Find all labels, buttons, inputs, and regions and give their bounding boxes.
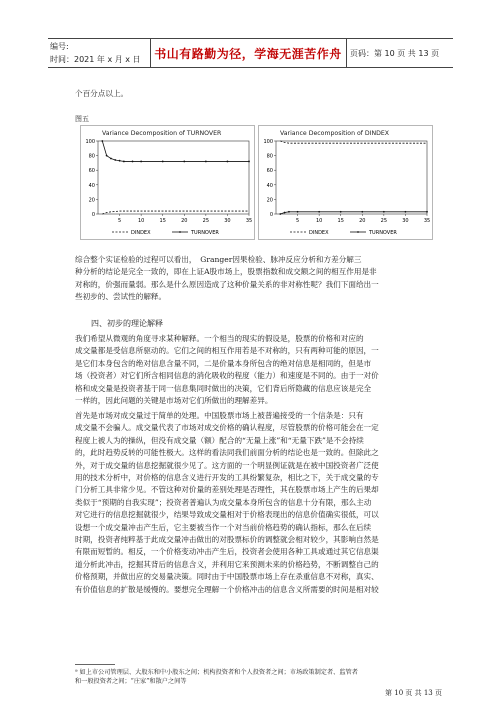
text-line: 时期，投资者纯粹基于此成交量冲击做出的对股票标价的调整就会相对较少，其影响自然是 [75,535,379,545]
y-tick-label: 60 [266,168,273,175]
data-point [119,160,121,162]
data-point [101,140,103,142]
data-point [383,211,385,213]
page-footer: 第 10 页 共 13 页 [385,689,442,697]
page-header [48,38,453,68]
y-tick-label: 20 [88,197,95,204]
x-tick-label: 15 [337,218,344,224]
text-line: 种分析的结论是完全一致的，即在上证A股市场上，股票指数和成交额之间的相互作用是非 [75,267,377,277]
footnote-line: ⁹ 如上市公司管理层、大股东和中小股东之间；机构投资者和个人投资者之间；市场政策制定者、监管者 [75,669,358,676]
footnote-divider [75,664,115,665]
data-point [114,159,116,161]
paragraph-volume [75,410,440,596]
text-line: 道分析此冲击，挖掘其背后的信息含义，并利用它来预测未来的价格趋势，不断调整自己的 [75,559,379,569]
data-point [183,161,185,163]
text-line: 成交量都是受信息所驱动的。它们之间的相互作用若是不对称的，只有两种可能的原因，一 [75,346,379,356]
data-point [297,211,299,213]
chart-title: Variance Decomposition of TURNOVER [102,130,222,137]
intro-line: 个百分点以上。 [75,89,129,98]
data-point [132,161,134,163]
footnote-line: 和一般投资者之间；“庄家”和散户之间等 [75,678,187,685]
data-point [140,161,142,163]
y-tick-label: 0 [269,212,273,218]
y-tick-label: 0 [91,212,95,218]
figure-label: 图五 [75,115,89,123]
text-line: 有限而短暂的。相反，一个价格变动冲击产生后，投资者会使用各种工具或通过其它信息渠 [75,547,379,557]
y-tick-label: 100 [85,139,95,145]
x-tick-label: 20 [181,218,188,224]
section-title: 四、初步的理论解释 [91,319,163,328]
text-line: 有价值信息的扩散是缓慢的。要想完全理解一个价格冲击的信息含义所需要的时间是相对较 [75,584,379,594]
chart-turnover-svg [80,125,255,240]
x-tick-label: 25 [380,218,388,224]
x-tick-label: 35 [423,218,431,224]
data-point [227,161,229,163]
data-point [110,158,112,160]
x-tick-label: 30 [224,218,231,224]
text-line: 门分析工具非常少见。不管这种对价量的差别处理是否理性，其在股票市场上产生的后果却 [75,485,379,495]
x-tick-label: 15 [159,218,166,224]
x-tick-label: 20 [359,218,366,224]
text-line: 些初步的、尝试性的解释。 [75,292,167,302]
y-tick-label: 80 [88,153,95,160]
x-tick-label: 25 [202,218,210,224]
header-left [48,39,151,67]
text-line: 首先是市场对成交量过于简单的处理。中国股票市场上被普遍接受的一个信条是：只有 [75,411,364,420]
legend-label: TURNOVER [369,230,397,236]
data-point [279,213,281,215]
text-line: 格和成交量是投资者基于同一信息集同时做出的决策，它们背后所隐藏的信息应该是完全 [75,383,372,393]
data-point [288,211,290,213]
y-tick-label: 20 [266,197,273,204]
data-point [426,211,428,213]
header-page-info: 页码：第 10 页 共 13 页 [350,48,440,58]
text-line: 是它们本身包含的绝对信息含量不同，二是价量本身所包含的绝对信息是相同的，但是市 [75,358,372,368]
x-tick-label: 10 [315,218,323,224]
data-point [284,212,286,214]
text-line: 价格预期，并做出应的交易量决策。同时由于中国股票市场上存在杀重信息不对称，真实、 [75,572,379,582]
y-tick-label: 40 [88,182,95,189]
x-tick-label: 5 [295,218,300,224]
text-line: 一样的，因此问题的关键是市场对它们所做出的理解差异。 [75,396,273,406]
header-right [346,39,453,67]
y-tick-label: 60 [88,168,95,175]
text-line: 外，对于成交量的信息挖掘就很少见了。这方面的一个明显例证就是在被中国投资者广泛使 [75,460,379,470]
legend-marker [179,231,181,233]
text-line: 成交量不会骗人。成交量代表了市场对成交价格的确认程度，尽管股票的价格可能会在一定 [75,423,379,433]
legend-marker [357,231,359,233]
doc-number-label: 编号: [50,42,69,51]
y-tick-label: 100 [263,139,273,145]
chart-title: Variance Decomposition of DINDEX [280,130,390,137]
text-line: 我们希望从微观的角度寻求某种解释。一个相当的现实的假设是，股票的价格和对应的 [75,334,364,343]
paragraph-hypothesis [75,333,440,407]
legend-label: DINDEX [309,230,329,236]
chart-dindex-svg [258,125,433,240]
data-point [106,155,108,157]
text-line: 对它进行的信息挖掘就很少，结果导致成交量相对于价格表现出的信息价值确实很低，可以 [75,510,379,520]
text-line: 类似于“预期的自我实现”；投资者普遍认为成交量本身所包含的信息十分有限，那么主动 [75,497,372,507]
data-point [162,161,164,163]
text-line: 设想一个成交量冲击产生后，它主要被当作一个对当前价格趋势的确认指标，那么在后续 [75,522,372,532]
footnote [75,668,445,686]
x-tick-label: 10 [137,218,145,224]
text-line: 对称的，价强而量弱。那么是什么原因造成了这种价量关系的非对称性呢？我们下面给出一 [75,279,379,289]
data-point [340,211,342,213]
header-motto: 书山有路勤为径，学海无涯苦作舟 [154,46,342,61]
data-point [205,161,207,163]
x-tick-label: 35 [245,218,253,224]
doc-date-label: 时间：2021 年 x 月 x 日 [50,55,141,64]
paragraph-summary [75,254,440,304]
data-point [405,211,407,213]
y-tick-label: 40 [266,182,273,189]
header-motto-cell [150,39,347,67]
text-line: 场（投资者）对它们所含相同信息的消化吸收的程度（能力）和速度是不同的。由于一对价 [75,371,379,381]
data-point [361,211,363,213]
text-line: 的，此时趋势反转的可能性极大。这样的看法同我们前面分析的结论也是一致的。但除此之 [75,448,379,458]
data-point [248,161,250,163]
legend-label: TURNOVER [191,230,219,236]
chart-dindex [258,125,433,240]
legend-label: DINDEX [131,230,151,236]
y-tick-label: 80 [266,153,273,160]
chart-turnover [80,125,255,240]
x-tick-label: 30 [402,218,409,224]
text-line: 程度上被人为的操纵，但没有成交量（额）配合的“无量上涨”和“无量下跌”是不会持续 [75,435,364,445]
data-point [123,161,125,163]
data-point [318,211,320,213]
x-tick-label: 5 [117,218,122,224]
text-line: 用的技术分析中，对价格的信息含义进行开发的工具纷繁复杂，相比之下，关于成交量的专 [75,473,379,483]
text-line: 综合整个实证检验的过程可以看出， Granger因果检验、脉冲反应分析和方差分解三 [75,255,362,264]
